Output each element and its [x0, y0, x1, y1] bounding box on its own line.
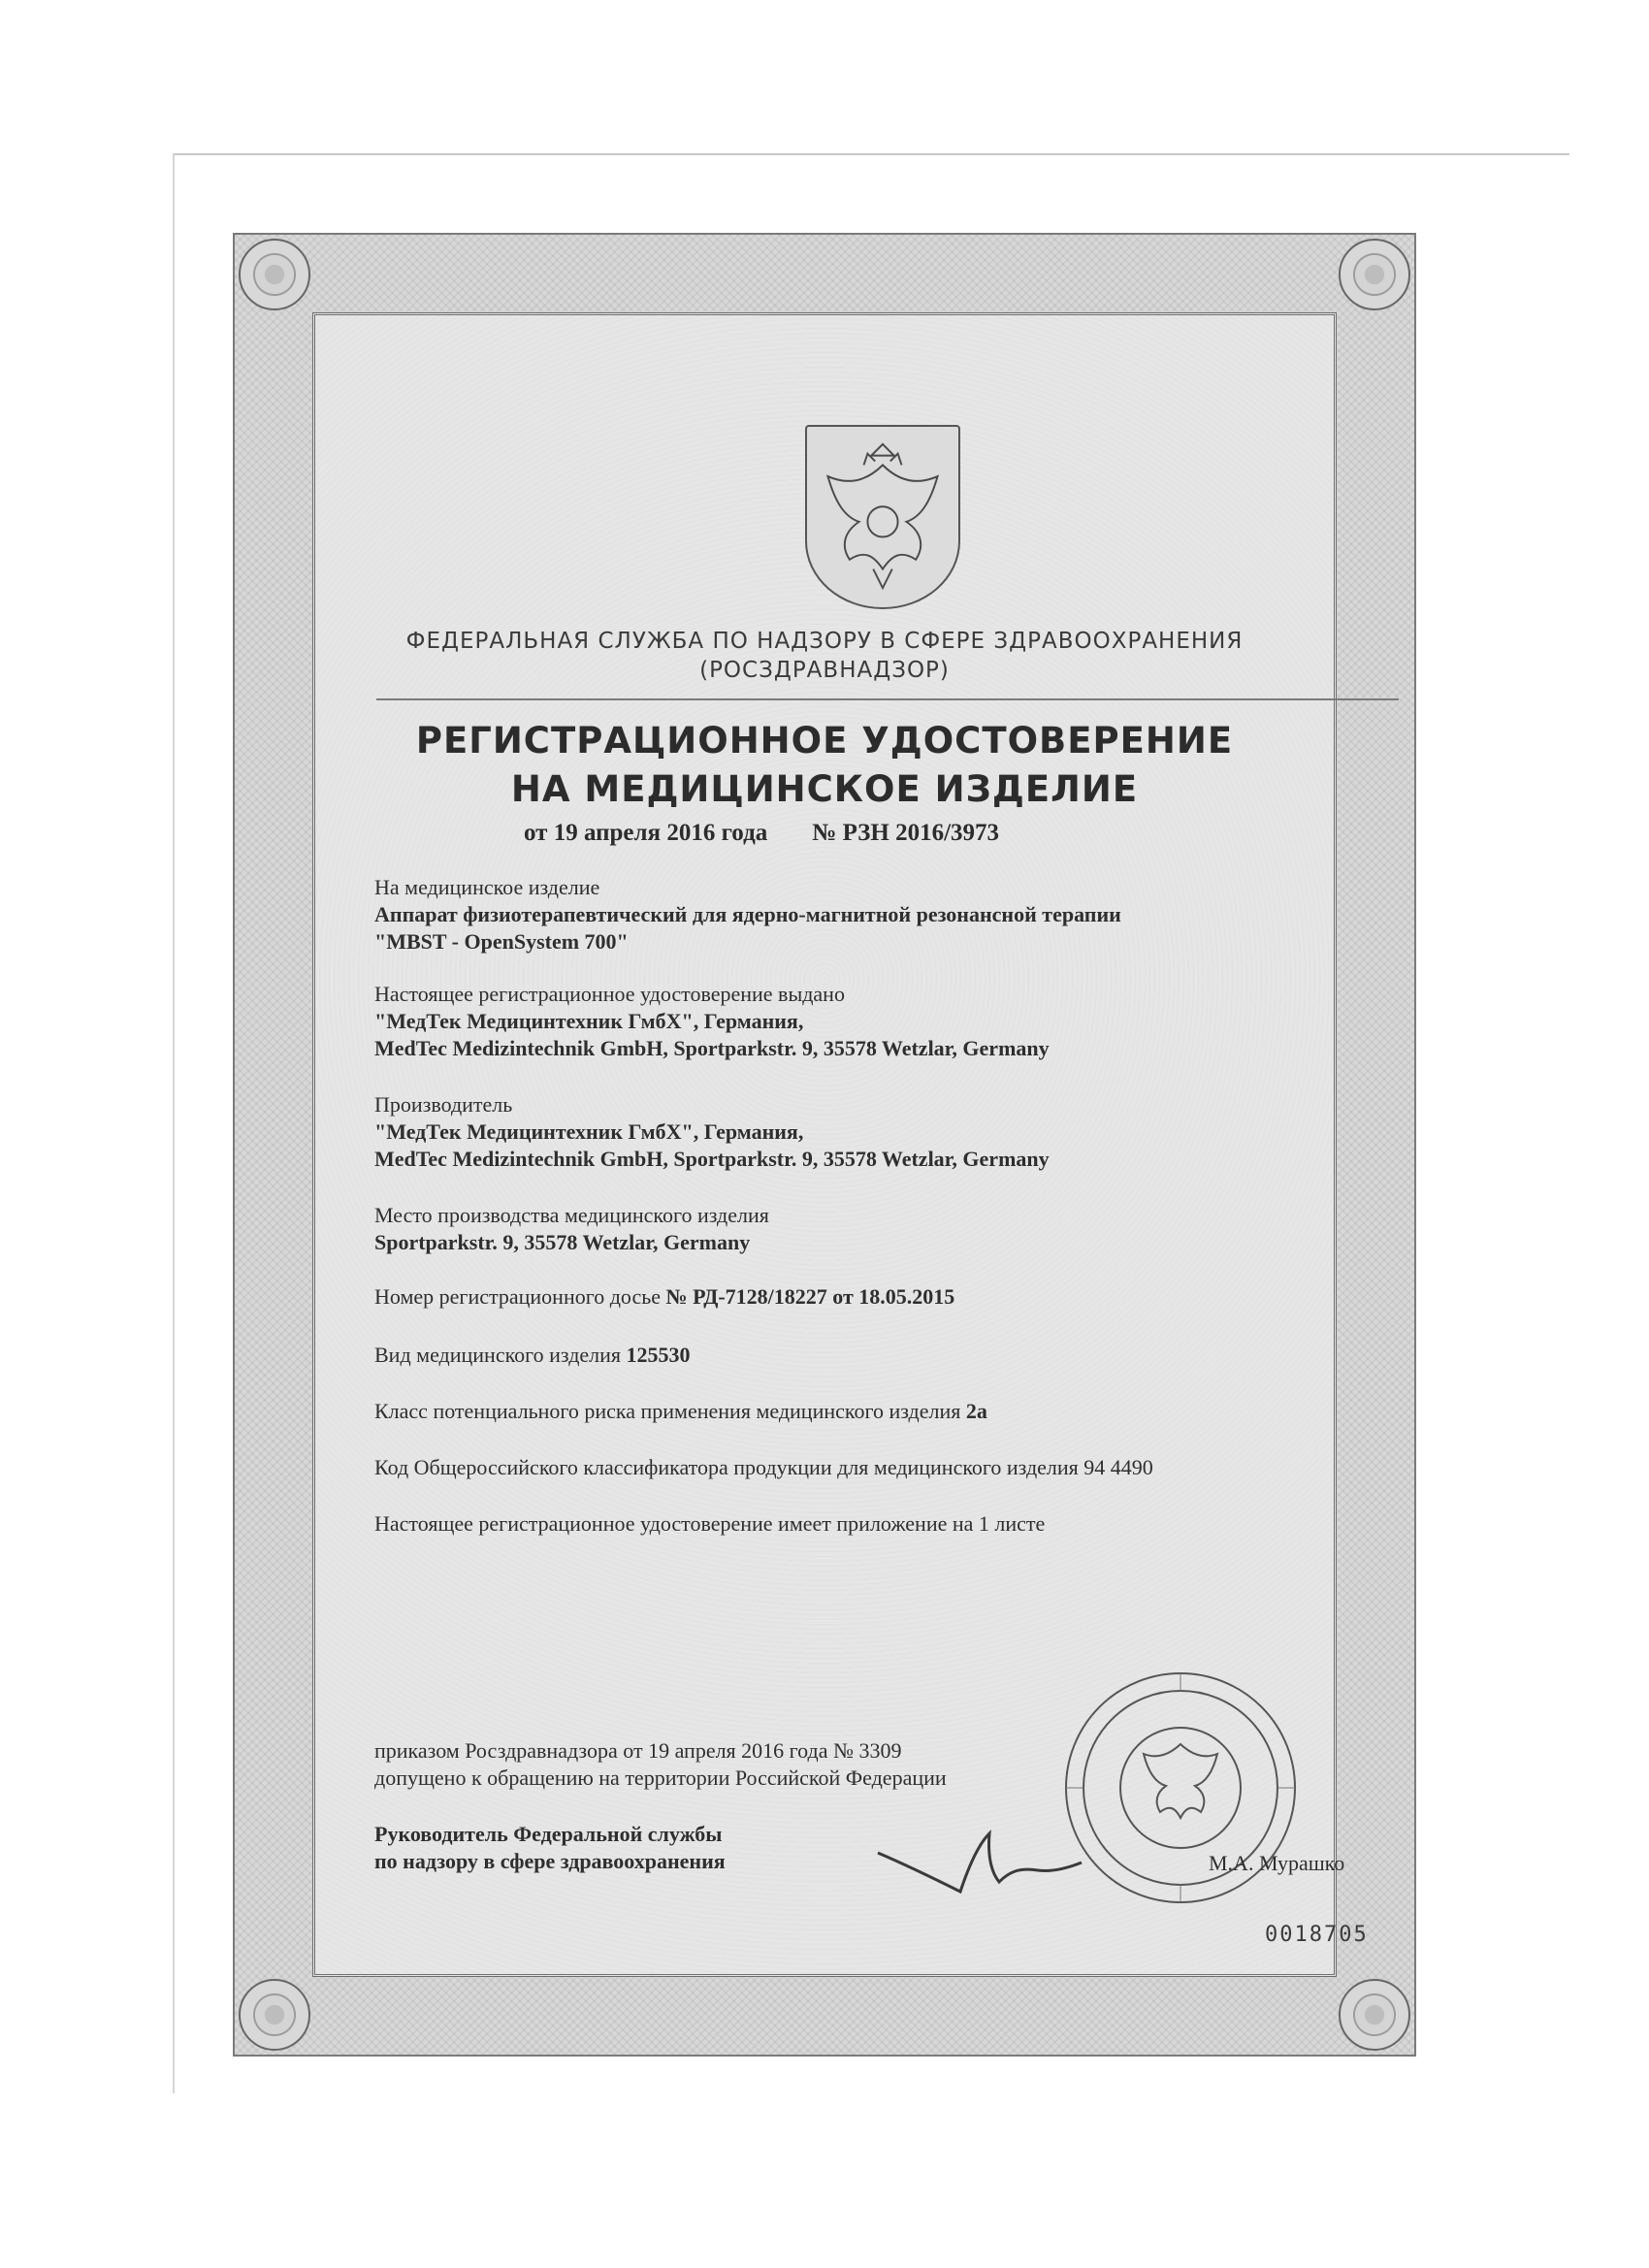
header-divider: [376, 698, 1399, 700]
appendix-note: Настоящее регистрационное удостоверение имеет приложение на 1 листе: [374, 1511, 1046, 1536]
agency-abbreviation: (РОСЗДРАВНАДЗОР): [699, 658, 950, 683]
holder-label: Настоящее регистрационное удостоверение выдано: [374, 982, 845, 1006]
coat-of-arms-icon: [805, 425, 960, 609]
document-subtitle: НА МЕДИЦИНСКОЕ ИЗДЕЛИЕ: [510, 768, 1139, 810]
dossier-value: № РД-7128/18227 от 18.05.2015: [665, 1284, 955, 1309]
device-name: Аппарат физиотерапевтический для ядерно-магнитной резонансной терапии: [374, 902, 1121, 926]
signatory-name: М.А. Мурашко: [1209, 1851, 1345, 1875]
device-type-label: Вид медицинского изделия: [374, 1343, 622, 1367]
agency-name: ФЕДЕРАЛЬНАЯ СЛУЖБА ПО НАДЗОРУ В СФЕРЕ ЗДРАВООХРАНЕНИЯ: [405, 629, 1244, 654]
okp-code-value: 94 4490: [1083, 1455, 1153, 1479]
dossier-label: Номер регистрационного досье: [374, 1284, 662, 1309]
issue-date: от 19 апреля 2016 года: [524, 820, 768, 846]
device-label: На медицинское изделие: [374, 875, 600, 899]
device-model: "MBST - OpenSystem 700": [374, 929, 629, 954]
signatory-title-line1: Руководитель Федеральной службы: [374, 1822, 723, 1846]
risk-class-label: Класс потенциального риска применения медицинского изделия: [374, 1399, 961, 1423]
scan-sheet-edge: [173, 153, 1569, 155]
production-site-address: Sportparkstr. 9, 35578 Wetzlar, Germany: [374, 1230, 751, 1254]
device-type-value: 125530: [626, 1343, 691, 1367]
risk-class-row: [374, 1399, 987, 1424]
circulation-approval: допущено к обращению на территории Российской Федерации: [374, 1766, 947, 1790]
registration-number: № РЗН 2016/3973: [812, 820, 1000, 846]
okp-code-label: Код Общероссийского классификатора продукции для медицинского изделия: [374, 1455, 1079, 1479]
ornament-corner: [1339, 1979, 1410, 2051]
risk-class-value: 2а: [965, 1399, 987, 1423]
ornament-corner: [239, 1979, 310, 2051]
holder-name-en: MedTec Medizintechnik GmbH, Sportparkstr. 9, 35578 Wetzlar, Germany: [374, 1036, 1050, 1060]
ornament-corner: [239, 239, 310, 310]
handwritten-signature: [873, 1814, 1086, 1901]
document-title: РЕГИСТРАЦИОННОЕ УДОСТОВЕРЕНИЕ: [415, 720, 1234, 761]
holder-name-ru: "МедТек Медицинтехник ГмбХ", Германия,: [374, 1009, 804, 1033]
manufacturer-label: Производитель: [374, 1092, 513, 1117]
okp-code-row: [374, 1455, 1153, 1480]
ornament-corner: [1339, 239, 1410, 310]
issue-date-number: [524, 820, 999, 847]
dossier-row: [374, 1284, 954, 1310]
scan-left-edge: [173, 153, 175, 2093]
device-type-row: [374, 1343, 691, 1368]
manufacturer-name-ru: "МедТек Медицинтехник ГмбХ", Германия,: [374, 1119, 804, 1144]
manufacturer-name-en: MedTec Medizintechnik GmbH, Sportparkstr. 9, 35578 Wetzlar, Germany: [374, 1147, 1050, 1171]
order-reference: приказом Росздравнадзора от 19 апреля 2016 года № 3309: [374, 1738, 902, 1763]
serial-number: 0018705: [1265, 1923, 1369, 1947]
production-site-label: Место производства медицинского изделия: [374, 1203, 769, 1227]
signatory-title-line2: по надзору в сфере здравоохранения: [374, 1849, 726, 1873]
